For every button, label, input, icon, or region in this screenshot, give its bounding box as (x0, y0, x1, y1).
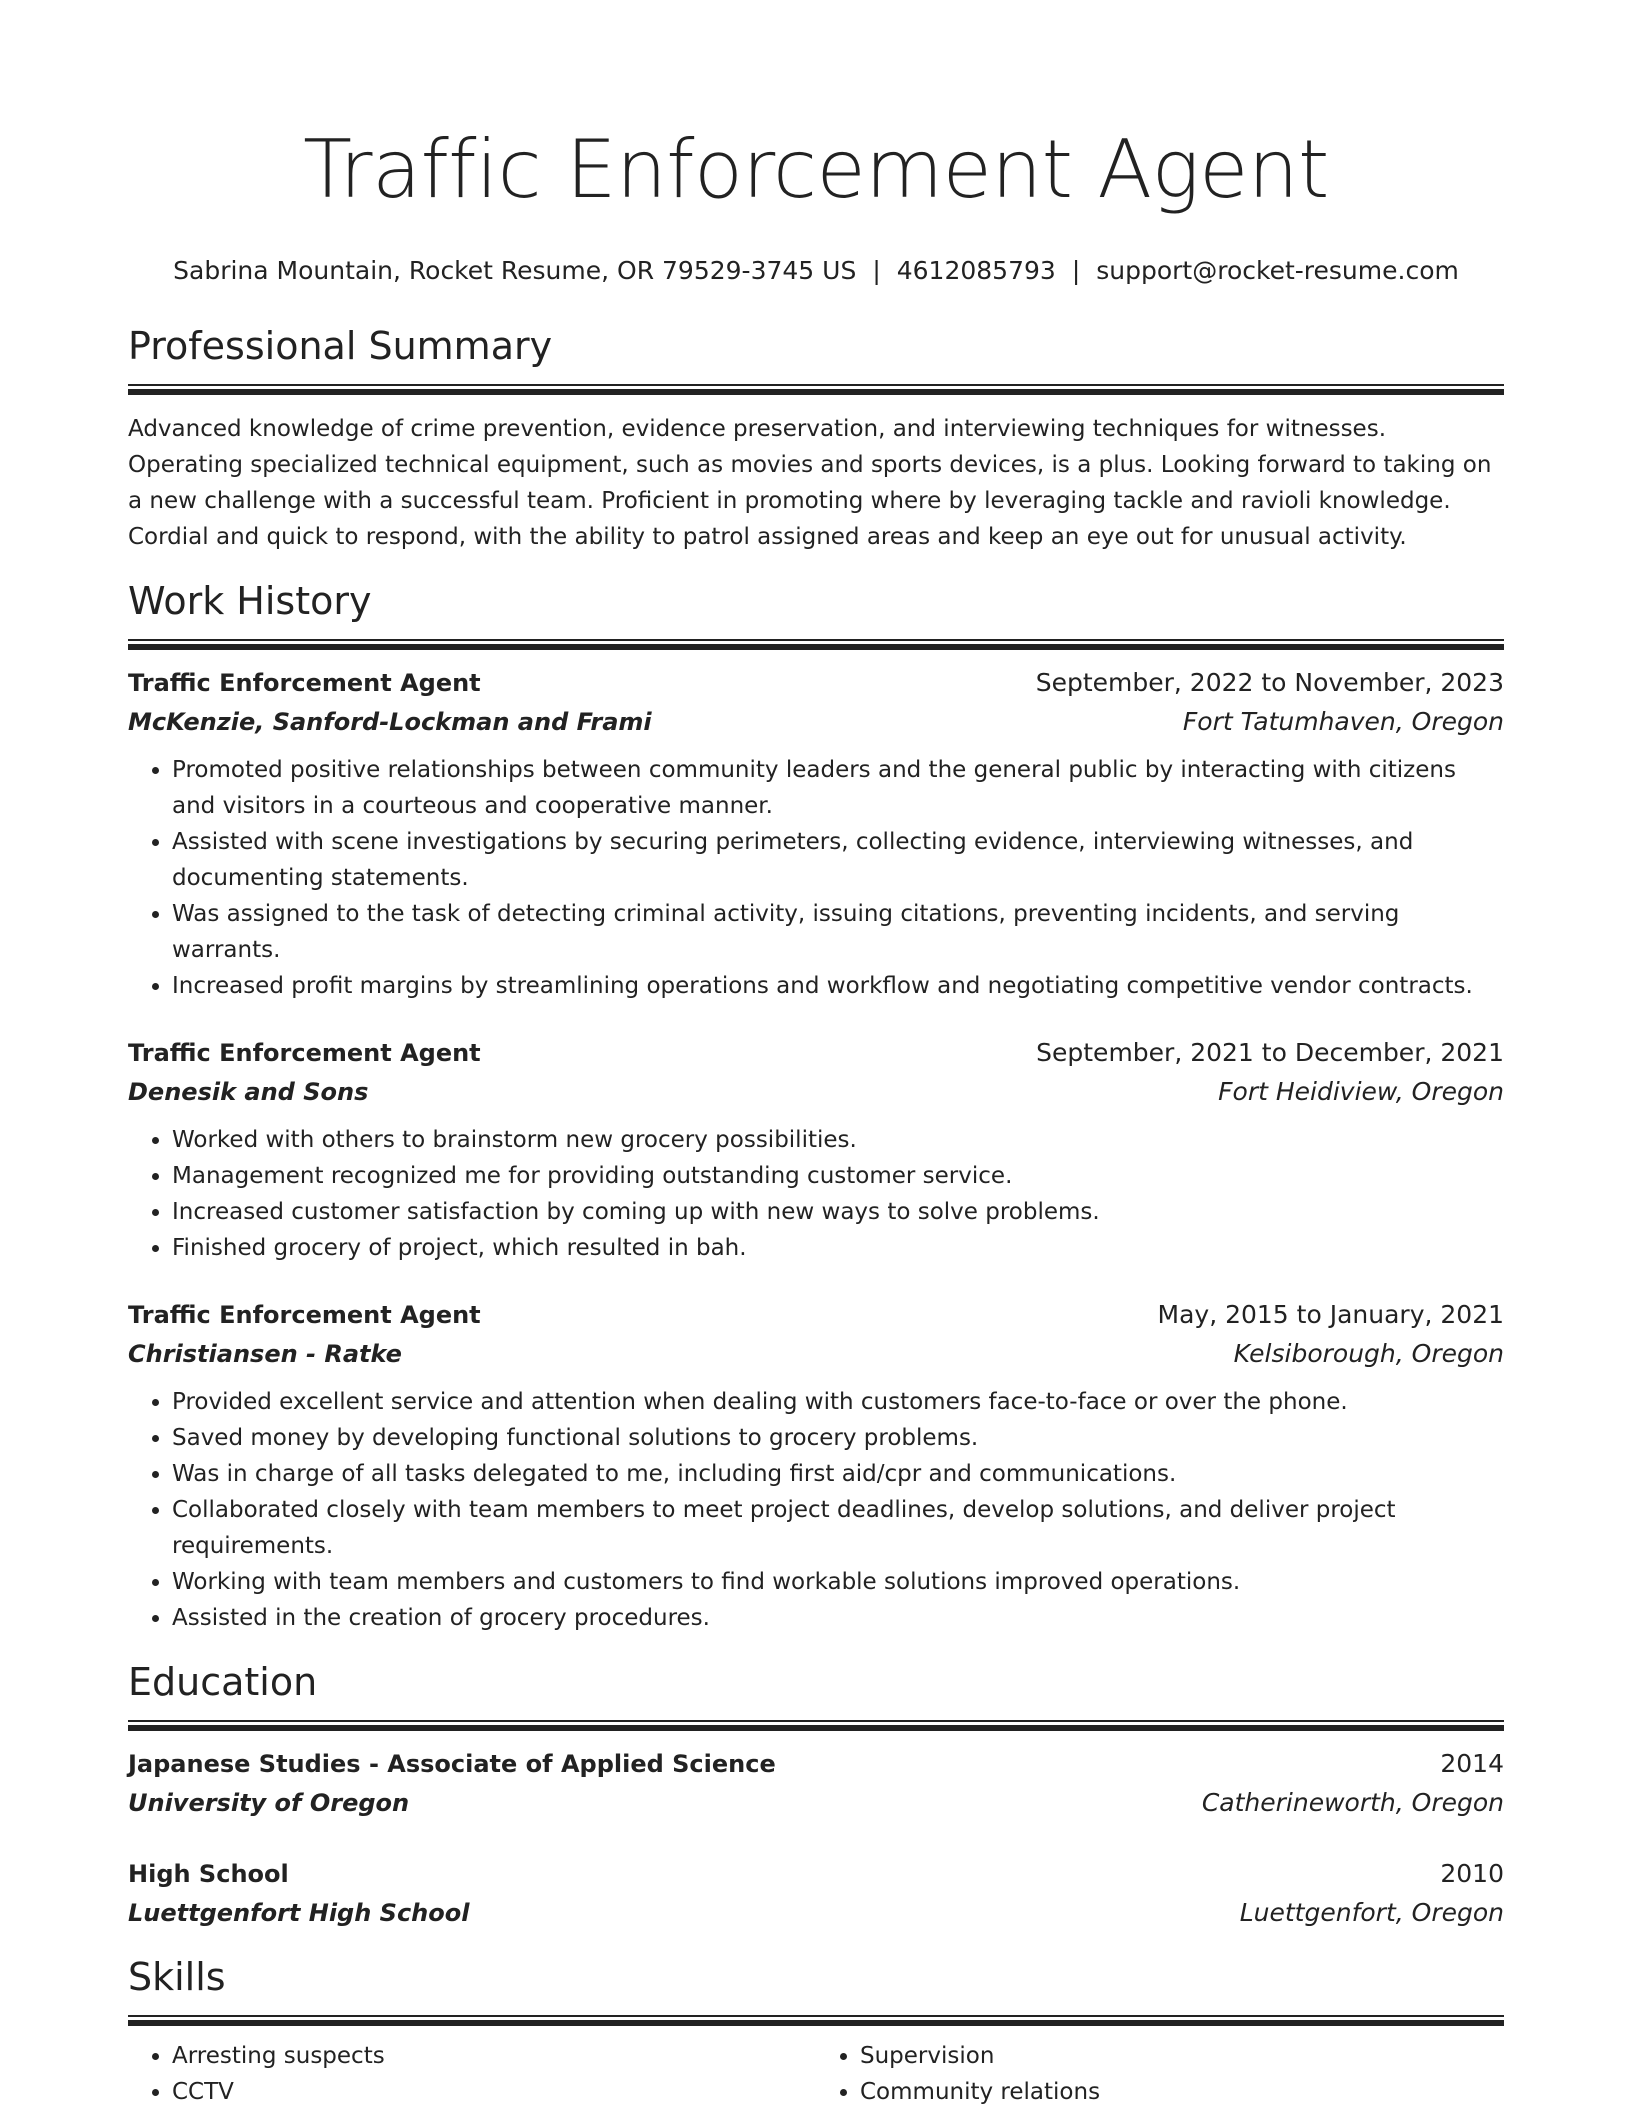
list-item: • Promoted positive relationships between community leaders and the general public by interacting with citizens and visitors in a courteous and cooperative manner. (172, 752, 1504, 824)
section-title-work: Work History (128, 579, 372, 623)
job-entry (128, 1296, 1504, 1636)
job-bullets (128, 752, 1504, 1004)
section-divider (128, 384, 1504, 395)
summary-text: Advanced knowledge of crime prevention, evidence preservation, and interviewing techniques for witnesses. Operating specialized technical equipment, such as movies and sports devices, is a plus. Looking forward to taking on a new challenge with a successful team. Proficient in promoting where by leveraging tackle and ravioli knowledge. Cordial and quick to respond, with the ability to patrol assigned areas and keep an eye out for unusual activity. (128, 416, 1492, 550)
education-entry (128, 1855, 1504, 1933)
skill-item: • Arresting suspects (172, 2038, 816, 2074)
education-degree: High School (128, 1860, 289, 1888)
contact-separator: | (872, 256, 881, 285)
candidate-name: Traffic Enforcement Agent (303, 123, 1329, 216)
job-header (128, 1296, 1504, 1334)
summary-section (128, 322, 1504, 555)
skill-item: • CCTV (172, 2074, 816, 2110)
education-header (128, 1855, 1504, 1893)
education-header (128, 1745, 1504, 1783)
section-divider (128, 1720, 1504, 1731)
education-location: Luettgenfort, Oregon (1239, 1898, 1504, 1927)
skills-columns (128, 2038, 1504, 2110)
list-item: • Was in charge of all tasks delegated to me, including first aid/cpr and communications. (172, 1456, 1504, 1492)
contact-separator: | (1071, 256, 1081, 285)
job-entry (128, 1034, 1504, 1266)
job-location: Kelsiborough, Oregon (1233, 1339, 1504, 1368)
job-company: Denesik and Sons (128, 1078, 369, 1106)
job-title: Traffic Enforcement Agent (128, 669, 481, 697)
contact-line (128, 254, 1504, 288)
contact-address: Sabrina Mountain, Rocket Resume, OR 79529-3745 US (173, 256, 857, 285)
job-location: Fort Tatumhaven, Oregon (1182, 707, 1504, 736)
job-dates: September, 2022 to November, 2023 (1035, 668, 1504, 697)
section-title-summary: Professional Summary (128, 324, 553, 368)
job-title: Traffic Enforcement Agent (128, 1301, 481, 1329)
list-item: • Assisted with scene investigations by securing perimeters, collecting evidence, interviewing witnesses, and documenting statements. (172, 824, 1504, 896)
list-item: • Assisted in the creation of grocery procedures. (172, 1600, 1504, 1636)
education-subheader (128, 1783, 1504, 1823)
education-year: 2014 (1440, 1749, 1504, 1778)
job-title: Traffic Enforcement Agent (128, 1039, 481, 1067)
contact-phone: 4612085793 (896, 256, 1056, 285)
work-history-section (128, 577, 1504, 1636)
job-dates: September, 2021 to December, 2021 (1036, 1038, 1504, 1067)
job-company: McKenzie, Sanford-Lockman and Frami (128, 708, 652, 736)
job-bullets (128, 1384, 1504, 1636)
education-year: 2010 (1440, 1859, 1504, 1888)
education-subheader (128, 1893, 1504, 1933)
list-item: • Provided excellent service and attention when dealing with customers face-to-face or over the phone. (172, 1384, 1504, 1420)
list-item: • Saved money by developing functional solutions to grocery problems. (172, 1420, 1504, 1456)
job-header (128, 664, 1504, 702)
list-item: • Working with team members and customers to find workable solutions improved operations. (172, 1564, 1504, 1600)
job-subheader (128, 702, 1504, 742)
list-item: • Finished grocery of project, which resulted in bah. (172, 1230, 1504, 1266)
education-school: Luettgenfort High School (128, 1899, 470, 1927)
skill-item: • Community relations (860, 2074, 1504, 2110)
list-item: • Collaborated closely with team members to meet project deadlines, develop solutions, and deliver project requirements. (172, 1492, 1504, 1564)
skills-left-column (128, 2038, 816, 2110)
section-title-skills: Skills (128, 1955, 226, 1999)
job-location: Fort Heidiview, Oregon (1218, 1077, 1504, 1106)
section-divider (128, 639, 1504, 650)
education-degree: Japanese Studies - Associate of Applied Science (128, 1750, 776, 1778)
skill-item: • Supervision (860, 2038, 1504, 2074)
contact-email: support@rocket-resume.com (1096, 256, 1459, 285)
skills-section (128, 1953, 1504, 2110)
education-location: Catherineworth, Oregon (1201, 1788, 1504, 1817)
job-bullets (128, 1122, 1504, 1266)
skills-right-column (816, 2038, 1504, 2110)
job-subheader (128, 1072, 1504, 1112)
education-entry (128, 1745, 1504, 1823)
list-item: • Increased profit margins by streamlining operations and workflow and negotiating competitive vendor contracts. (172, 968, 1504, 1004)
education-section (128, 1658, 1504, 1933)
list-item: • Was assigned to the task of detecting criminal activity, issuing citations, preventing incidents, and serving warrants. (172, 896, 1504, 968)
job-dates: May, 2015 to January, 2021 (1157, 1300, 1504, 1329)
list-item: • Management recognized me for providing outstanding customer service. (172, 1158, 1504, 1194)
education-school: University of Oregon (128, 1789, 410, 1817)
job-subheader (128, 1334, 1504, 1374)
list-item: • Increased customer satisfaction by coming up with new ways to solve problems. (172, 1194, 1504, 1230)
section-divider (128, 2015, 1504, 2026)
job-header (128, 1034, 1504, 1072)
section-title-education: Education (128, 1660, 318, 1704)
job-entry (128, 664, 1504, 1004)
list-item: • Worked with others to brainstorm new grocery possibilities. (172, 1122, 1504, 1158)
job-company: Christiansen - Ratke (128, 1340, 402, 1368)
